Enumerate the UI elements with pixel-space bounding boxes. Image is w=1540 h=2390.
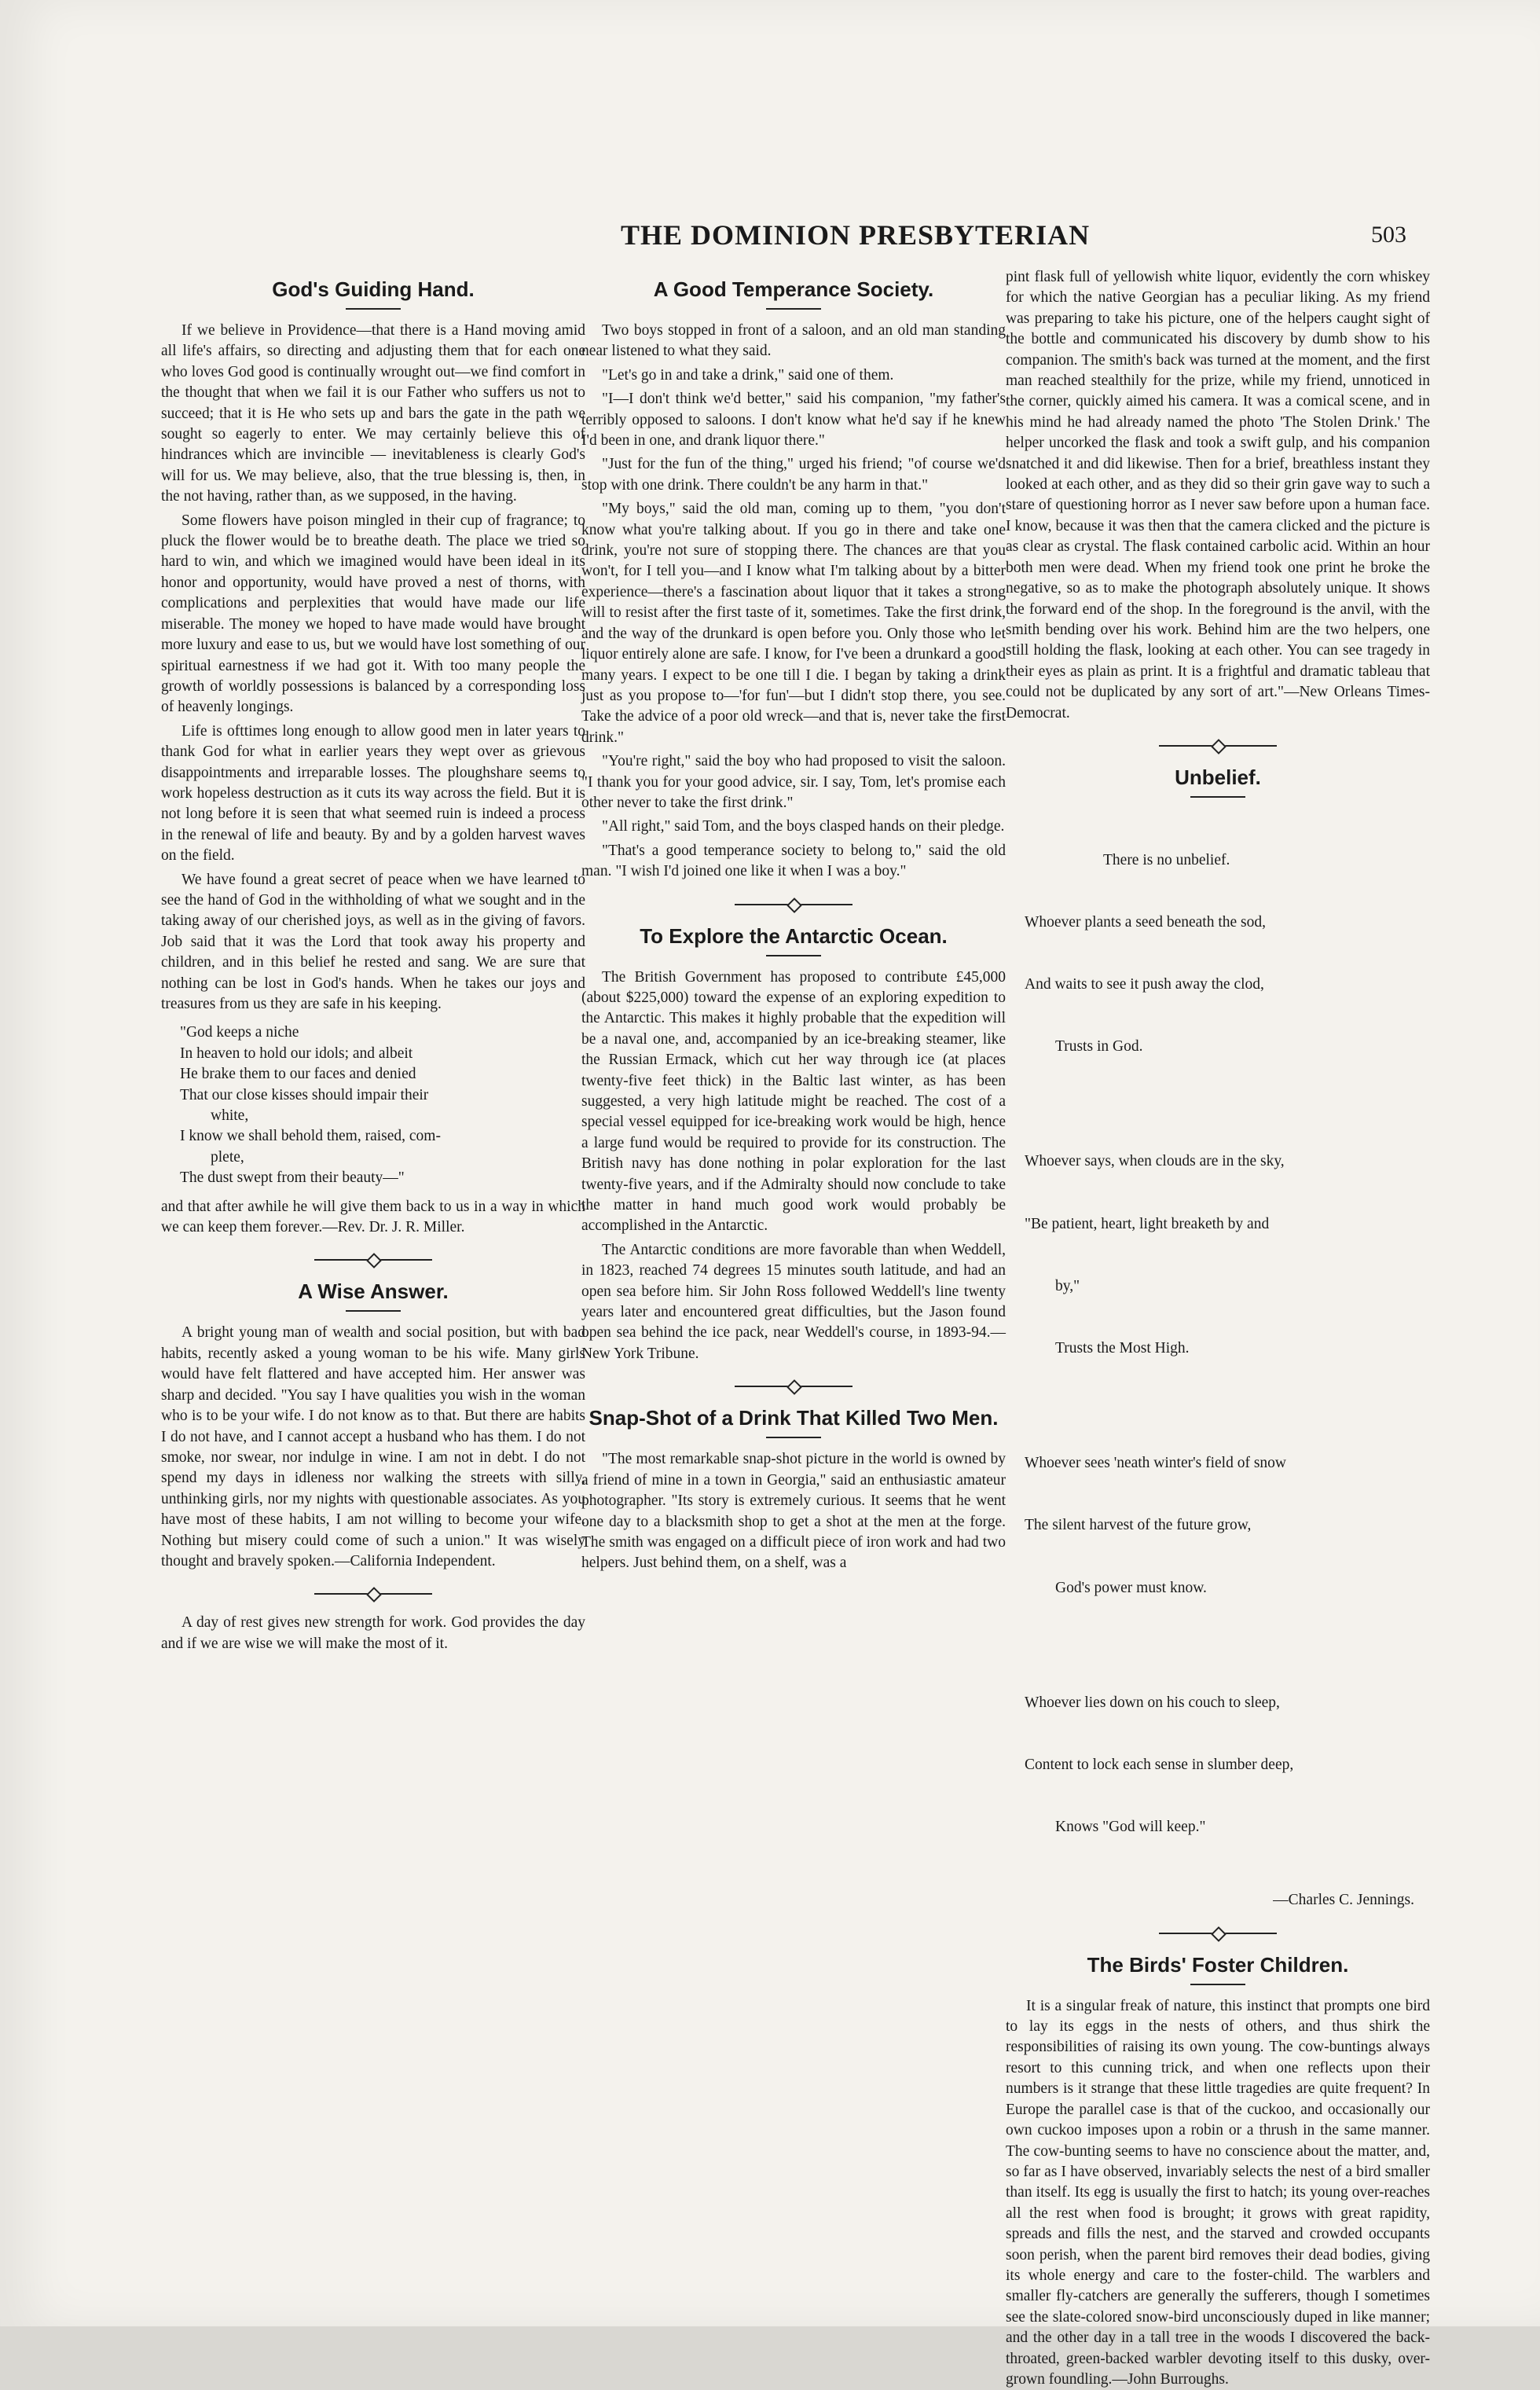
poem-line: by,"	[1025, 1277, 1080, 1294]
poem-line: "God keeps a niche	[180, 1024, 299, 1041]
poem-line: He brake them to our faces and denied	[180, 1066, 416, 1083]
poem-line: Trusts the Most High.	[1025, 1340, 1190, 1357]
poem-line: The silent harvest of the future grow,	[1025, 1517, 1252, 1534]
poem-line: Knows "God will keep."	[1025, 1819, 1206, 1836]
poem-line: I know we shall behold them, raised, com-	[180, 1128, 441, 1145]
paragraph: "You're right," said the boy who had proposed to visit the saloon. "I thank you for your good advice, sir. I say, Tom, let's promise each other never to take the first drink."	[581, 753, 1006, 811]
poem-line: "Be patient, heart, light breaketh by and	[1025, 1215, 1270, 1232]
paragraph: A bright young man of wealth and social position, but with bad habits, recently asked a young woman to be his wife. Many girls would have felt flattered and have accepted him. Her answer was sharp and decided. "You say I have qualities you wish in the woman who is to be your wife. I do not know as to that. But there are habits I do not have, and I cannot accept a husband who has them. I do not smoke, nor swear, nor indulge in wine. I am not in debt. I do not spend my days in idleness nor walking the streets with silly, unthinking girls, nor my nights with questionable associates. As you have most of these habits, I am not willing to become your wife. Nothing but misery could come of such a union." It was wisely thought and bravely spoken.—California Independent.	[161, 1324, 585, 1569]
poem-stanza	[1025, 1111, 1430, 1401]
poem-line: white,	[180, 1107, 249, 1125]
page-number: 503	[1371, 222, 1406, 248]
paragraph: It is a singular freak of nature, this instinct that prompts one bird to lay its eggs in the nests of others, and thus shirk the responsibilities of raising its own young. The cow-buntings always resort to this cunning trick, and when one reflects upon their numbers is it strange that these little tragedies are quite frequent? In Europe the parallel case is that of the cuckoo, and occasionally our own cuckoo imposes upon a robin or a thrush in the same manner. The cow-bunting seems to have no conscience about the matter, and, so far as I have observed, invariably selects the nest of a bird smaller than itself. Its egg is usually the first to hatch; its young over-reaches all the rest when food is brought; it grows with great rapidity, spreads and fills the nest, and the starved and crowded occupants soon perish, when the parent bird removes their dead bodies, giving its whole energy and care to the foster-child. The warblers and smaller fly-catchers are generally the sufferers, though I sometimes see the slate-colored snow-bird unconsciously duped in like manner; and the other day in a tall tree in the woods I discovered the back-throated, green-backed warbler devoting itself to this dusky, over-grown foundling.—John Burroughs.	[1006, 1997, 1430, 2388]
poem-line: plete,	[180, 1148, 244, 1166]
title-rule	[1190, 796, 1245, 798]
poem-line: There is no unbelief.	[1103, 851, 1230, 868]
poem-line: Whoever sees 'neath winter's field of snow	[1025, 1455, 1287, 1472]
paragraph: We have found a great secret of peace when we have learned to see the hand of God in the withholding of what we sought and in the taking away of our cherished joys, as well as in the giving of favors. Job said that it was the Lord that took away his property and children, and in this belief he rested and sang. We are sure that nothing can be lost in God's hands. When he takes our joys and treasures from us they are safe in his keeping.	[161, 871, 585, 1012]
section-separator	[1159, 738, 1277, 754]
section-separator	[314, 1586, 432, 1602]
section-separator	[1159, 1926, 1277, 1941]
paragraph: "Let's go in and take a drink," said one of them.	[602, 366, 894, 384]
paragraph: pint flask full of yellowish white liquor, evidently the corn whiskey for which the native Georgian has a peculiar liking. As my friend was preparing to take his picture, one of the helpers caught sight of the bottle and communicated his discovery by dumb show to his companion. The smith's back was turned at the moment, and the first man reached stealthily for the prize, while my friend, unnoticed in the corner, quickly aimed his camera. It was a comical scene, and in his mind he had already named the photo 'The Stolen Drink.' The helper uncorked the flask and took a swift gulp, and his companion snatched it and did likewise. Then for a brief, breathless instant they looked at each other, and as they did so their grin gave way to such a stare of questioning horror as I never saw before upon a human face. I know, because it was then that the camera clicked and the picture is as clear as crystal. The flask contained carbolic acid. Within an hour both men were dead. When my friend took one print he broke the negative, so as to make the photograph absolutely unique. It shows the forward end of the shop. In the foreground is the anvil, with the smith bending over his work. Behind him are the two helpers, one still holding the flask, looking at each other. You can see tragedy in their eyes as plain as print. It is a frightful and dramatic tableau that could not be duplicated by any sort of art."—New Orleans Times-Democrat.	[1006, 269, 1430, 721]
poem-line: God's power must know.	[1025, 1579, 1207, 1596]
paragraph: "My boys," said the old man, coming up to them, "you don't know what you're talking about. If you go in there and take one drink, you're not sure of stopping there. The chances are that you won't, for I tell you—and I know what I'm talking about by a bitter experience—there's a fascination about liquor that it takes a strong will to resist after the first taste of it, sometimes. Take the first drink, and the way of the drunkard is open before you. Only those who let liquor entirely alone are safe. I know, for I've been a drunkard a good many years. I expect to be one till I die. I began by taking a drink just as you propose to—'for fun'—but I didn't stop there, you see. Take the advice of a poor old wreck—and that is, never take the first drink."	[581, 501, 1006, 746]
poem	[1025, 809, 1430, 1911]
poem-line: And waits to see it push away the clod,	[1025, 976, 1264, 993]
poem-credit: —Charles C. Jennings.	[1273, 1892, 1414, 1909]
column-1	[161, 267, 585, 2201]
article-title: A Wise Answer.	[298, 1279, 449, 1304]
column-2	[581, 267, 1006, 2201]
paragraph: Some flowers have poison mingled in their cup of fragrance; to pluck the flower would be to breathe death. The place we tried so hard to win, and which we imagined would have been ideal in its honor and opportunity, would have proved a nest of thorns, with complications and perplexities that would have made our life miserable. The money we hoped to have made would have brought more luxury and ease to us, but we would have lost something of our spiritual earnestness if we had got it. With too many people the growth of worldly possessions is balanced by a corresponding loss of heavenly longings.	[161, 512, 585, 716]
title-rule	[1190, 1984, 1245, 1985]
paragraph: "Just for the fun of the thing," urged his friend; "of course we'd stop with one drink. There couldn't be any harm in that."	[581, 456, 1006, 494]
poem-line: Content to lock each sense in slumber deep,	[1025, 1756, 1294, 1773]
poem-line: That our close kisses should impair their	[180, 1086, 429, 1103]
paragraph: Two boys stopped in front of a saloon, and an old man standing near listened to what they said.	[581, 322, 1006, 360]
paragraph: "I—I don't think we'd better," said his companion, "my father's terribly opposed to saloons. I don't know what he'd say if he knew I'd been in one, and drank liquor there."	[581, 391, 1006, 450]
article-title: To Explore the Antarctic Ocean.	[640, 923, 948, 948]
poem-line: Trusts in God.	[1025, 1038, 1143, 1055]
article-title: Snap-Shot of a Drink That Killed Two Men.	[588, 1406, 999, 1430]
article-title: Unbelief.	[1175, 765, 1261, 789]
poem-stanza	[1025, 1412, 1430, 1639]
poem-line: In heaven to hold our idols; and albeit	[180, 1044, 413, 1062]
article-title: The Birds' Foster Children.	[1087, 1952, 1349, 1977]
paragraph: The British Government has proposed to contribute £45,000 (about $225,000) toward the expense of an exploring expedition to the Antarctic. This makes it highly probable that the expedition will be a naval one, and, accompanied by an ice-breaking steamer, like the Russian Ermack, which cut her way through ice (at places twenty-five feet thick) in the Baltic last winter, as has been suggested, a very high latitude might be reached. The cost of a special vessel equipped for ice-breaking work would be high, hence a large fund would be required to provide for its construction. The British navy has done nothing in polar exploration for the last twenty-five years, and if the Admiralty should now conclude to take the matter in hand much good work would probably be accomplished in the Antarctic.	[581, 968, 1006, 1235]
section-separator	[735, 897, 852, 912]
section-separator	[735, 1379, 852, 1394]
paragraph: "The most remarkable snap-shot picture in the world is owned by a friend of mine in a town in Georgia," said an enthusiastic amateur photographer. "Its story is extremely curious. It seems that he went one day to a blacksmith shop to get a shot at the men at the forge. The smith was engaged on a difficult piece of iron work and had two helpers. Just behind them, on a shelf, was a	[581, 1451, 1006, 1572]
poem-line: The dust swept from their beauty—"	[180, 1169, 405, 1187]
paragraph: and that after awhile he will give them back to us in a way in which we can keep them forever.—Rev. Dr. J. R. Miller.	[161, 1198, 585, 1236]
page-header	[0, 218, 1540, 266]
paragraph: A day of rest gives new strength for work. God provides the day and if we are wise we will make the most of it.	[161, 1614, 585, 1652]
title-rule	[346, 1310, 401, 1312]
paragraph: "All right," said Tom, and the boys clasped hands on their pledge.	[602, 818, 1005, 835]
article-title: A Good Temperance Society.	[653, 277, 934, 301]
poem-quote	[180, 1022, 585, 1188]
section-separator	[314, 1252, 432, 1268]
paragraph: Life is ofttimes long enough to allow good men in later years to thank God for what in earlier years they wept over as grievous disappointments and irreparable losses. The ploughshare seems to work hopeless destruction as it cuts its way across the field. But it is not long before it is seen that what seemed ruin is indeed a process in the renewal of life and beauty. By and by a golden harvest waves on the field.	[161, 722, 585, 865]
poem-stanza	[1025, 809, 1430, 1100]
title-rule	[766, 955, 821, 956]
paragraph: "That's a good temperance society to belong to," said the old man. "I wish I'd joined one like it when I was a boy."	[581, 842, 1006, 880]
poem-line: Whoever plants a seed beneath the sod,	[1025, 913, 1267, 931]
paragraph: The Antarctic conditions are more favorable than when Weddell, in 1823, reached 74 degrees 15 minutes south latitude, and had an open sea before him. Sir John Ross followed Weddell's line twenty years later and encountered great difficulties, but the Jason found open sea behind the ice pack, near Weddell's course, in 1893-94.—New York Tribune.	[581, 1241, 1006, 1362]
poem-stanza	[1025, 1651, 1430, 1879]
masthead: THE DOMINION PRESBYTERIAN	[621, 219, 1091, 251]
article-title: God's Guiding Hand.	[272, 277, 475, 301]
paragraph: If we believe in Providence—that there is a Hand moving amid all life's affairs, so directing and adjusting them that for each one who loves God good is continually wrought out—we find comfort in the thought that when we fail it is our Father who suffers us not to succeed; that it is He who sets up and bars the gate in the path we sought so eagerly to enter. We may certainly believe this of hindrances which are invincible — inevitableness is clearly God's will for us. We may believe, also, that the true blessing is, then, in the not having, rather than, as we supposed, in the having.	[161, 322, 585, 505]
title-rule	[766, 308, 821, 310]
column-3	[1006, 267, 1430, 2388]
title-rule	[346, 308, 401, 310]
poem-line: Whoever says, when clouds are in the sky,	[1025, 1153, 1285, 1170]
poem-line: Whoever lies down on his couch to sleep,	[1025, 1694, 1280, 1711]
title-rule	[766, 1437, 821, 1438]
